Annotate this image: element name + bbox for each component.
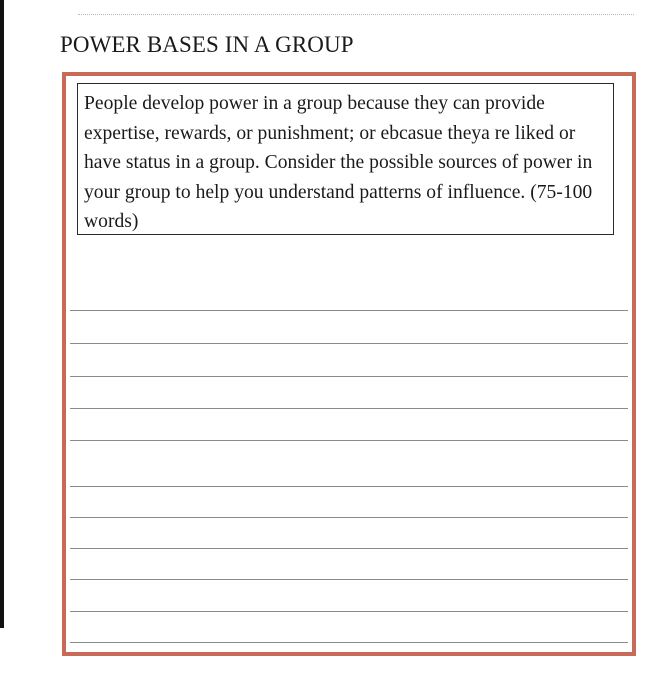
page-margin-rule [0, 0, 4, 628]
writing-line [70, 408, 628, 409]
writing-line [70, 548, 628, 549]
writing-line [70, 579, 628, 580]
writing-line [70, 486, 628, 487]
prompt-box: People develop power in a group because they can provide expertise, rewards, or punishment; or ebcasue theya re liked or have status in a group. Consider the possible sources of power in your group to help you understand patterns of influence. (75-100 words) [77, 83, 614, 235]
top-divider [78, 14, 634, 15]
writing-area[interactable] [70, 76, 628, 652]
writing-line [70, 517, 628, 518]
answer-frame [62, 72, 636, 656]
writing-line [70, 611, 628, 612]
writing-line [70, 642, 628, 643]
section-title: POWER BASES IN A GROUP [60, 32, 354, 57]
writing-line [70, 343, 628, 344]
writing-line [70, 310, 628, 311]
writing-line [70, 376, 628, 377]
writing-line [70, 440, 628, 441]
